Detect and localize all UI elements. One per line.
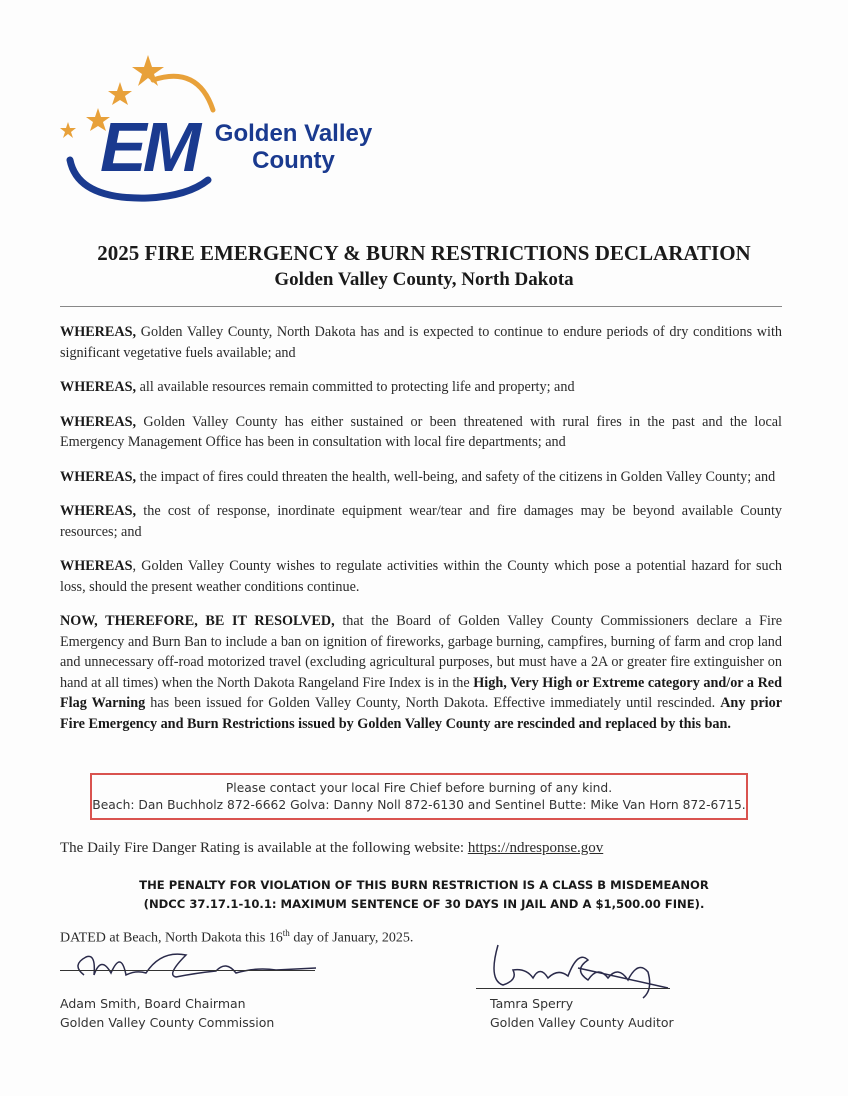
whereas-text: all available resources remain committed to protecting life and property; and [136,379,575,395]
chairman-name: Adam Smith, Board Chairman [60,996,246,1011]
dated-before: DATED at Beach, North Dakota this 16 [60,930,283,946]
logo-name-line1: Golden Valley [214,120,373,147]
whereas-text: the cost of response, inordinate equipment wear/tear and fire damages may be beyond available County resources; and [60,503,782,540]
contact-line1: Please contact your local Fire Chief before burning of any kind. [225,781,613,795]
ndresponse-link[interactable]: https://ndresponse.gov [467,840,604,856]
logo-county-name [206,120,381,174]
signature-block-auditor [490,994,674,1032]
whereas-lead: WHEREAS, [60,413,137,430]
whereas-lead: WHEREAS [60,558,133,574]
resolved-bold2: Any prior Fire Emergency and Burn Restrictions issued by Golden Valley County are rescinded and replaced by this ban. [60,695,783,732]
resolved-lead: NOW, THEREFORE, BE IT RESOLVED, [60,613,335,629]
resolved-paragraph [60,611,782,734]
dated-line [60,928,413,947]
title-divider [60,306,782,307]
whereas-text: the impact of fires could threaten the health, well-being, and safety of the citizens in Golden Valley County; and [136,468,776,485]
auditor-name: Tamra Sperry [490,996,574,1011]
penalty-line1: THE PENALTY FOR VIOLATION OF THIS BURN RESTRICTION IS A CLASS B MISDEMEANOR [139,878,709,892]
signature-block-chairman [60,994,274,1032]
whereas-text: Golden Valley County has either sustained or been threatened with rural fires in the past and the local Emergency Management Office has been in consultation with local fire departments; and [60,413,782,450]
contact-line2: Beach: Dan Buchholz 872-6662 Golva: Danny Noll 872-6130 and Sentinel Butte: Mike Van Horn 872-6715. [92,798,746,812]
whereas-paragraph [60,467,782,488]
whereas-paragraph [60,377,782,398]
whereas-paragraph [60,556,782,597]
whereas-lead: WHEREAS, [60,324,137,340]
title-line2: Golden Valley County, North Dakota [274,269,574,290]
signature-line [60,970,315,971]
penalty-line2: (NDCC 37.17.1-10.1: MAXIMUM SENTENCE OF 30 DAYS IN JAIL AND A $1,500.00 FINE). [143,897,705,911]
logo-em-text: EM [100,108,197,186]
fire-danger-rating [60,840,603,857]
whereas-paragraph [60,322,782,363]
resolved-bold1: High, Very High or Extreme category and/or a Red Flag Warning [60,674,782,711]
signature-line [476,988,670,989]
whereas-text: , Golden Valley County wishes to regulate activities within the County which pose a potential hazard for such loss, should the present weather conditions continue. [60,558,782,595]
chairman-org: Golden Valley County Commission [60,1015,275,1030]
dated-after: day of January, 2025. [289,930,414,946]
fire-chief-contact-box [90,773,748,820]
whereas-paragraph [60,501,782,542]
resolved-text2: has been issued for Golden Valley County, North Dakota. Effective immediately until rescinded. [145,695,721,711]
resolved-text1: that the Board of Golden Valley County Commissioners declare a Fire Emergency and Burn Ban to include a ban on ignition of fireworks, garbage burning, campfires, burning of farm and crop land and unnecessary off-road motorized travel (excluding agricultural purposes, but must have a 2A or greater fire extinguisher on hand at all times) when the North Dakota Rangeland Fire Index is in the [60,613,782,691]
penalty-notice [0,876,848,914]
dated-sup: th [282,928,290,938]
document-title [0,240,848,293]
whereas-text: Golden Valley County, North Dakota has and is expected to continue to endure periods of dry conditions with significant vegetative fuels available; and [60,324,782,361]
whereas-lead: WHEREAS, [60,468,137,485]
declaration-body [60,322,782,748]
auditor-signature [478,940,678,1000]
rating-text: The Daily Fire Danger Rating is available at the following website: [60,840,468,856]
auditor-org: Golden Valley County Auditor [490,1015,674,1030]
whereas-paragraph [60,412,782,453]
county-logo [58,50,398,210]
title-line1: 2025 FIRE EMERGENCY & BURN RESTRICTIONS DECLARATION [97,241,751,265]
whereas-lead: WHEREAS, [60,379,137,395]
whereas-lead: WHEREAS, [60,503,137,519]
logo-name-line2: County [252,147,335,174]
chairman-signature [66,945,326,990]
